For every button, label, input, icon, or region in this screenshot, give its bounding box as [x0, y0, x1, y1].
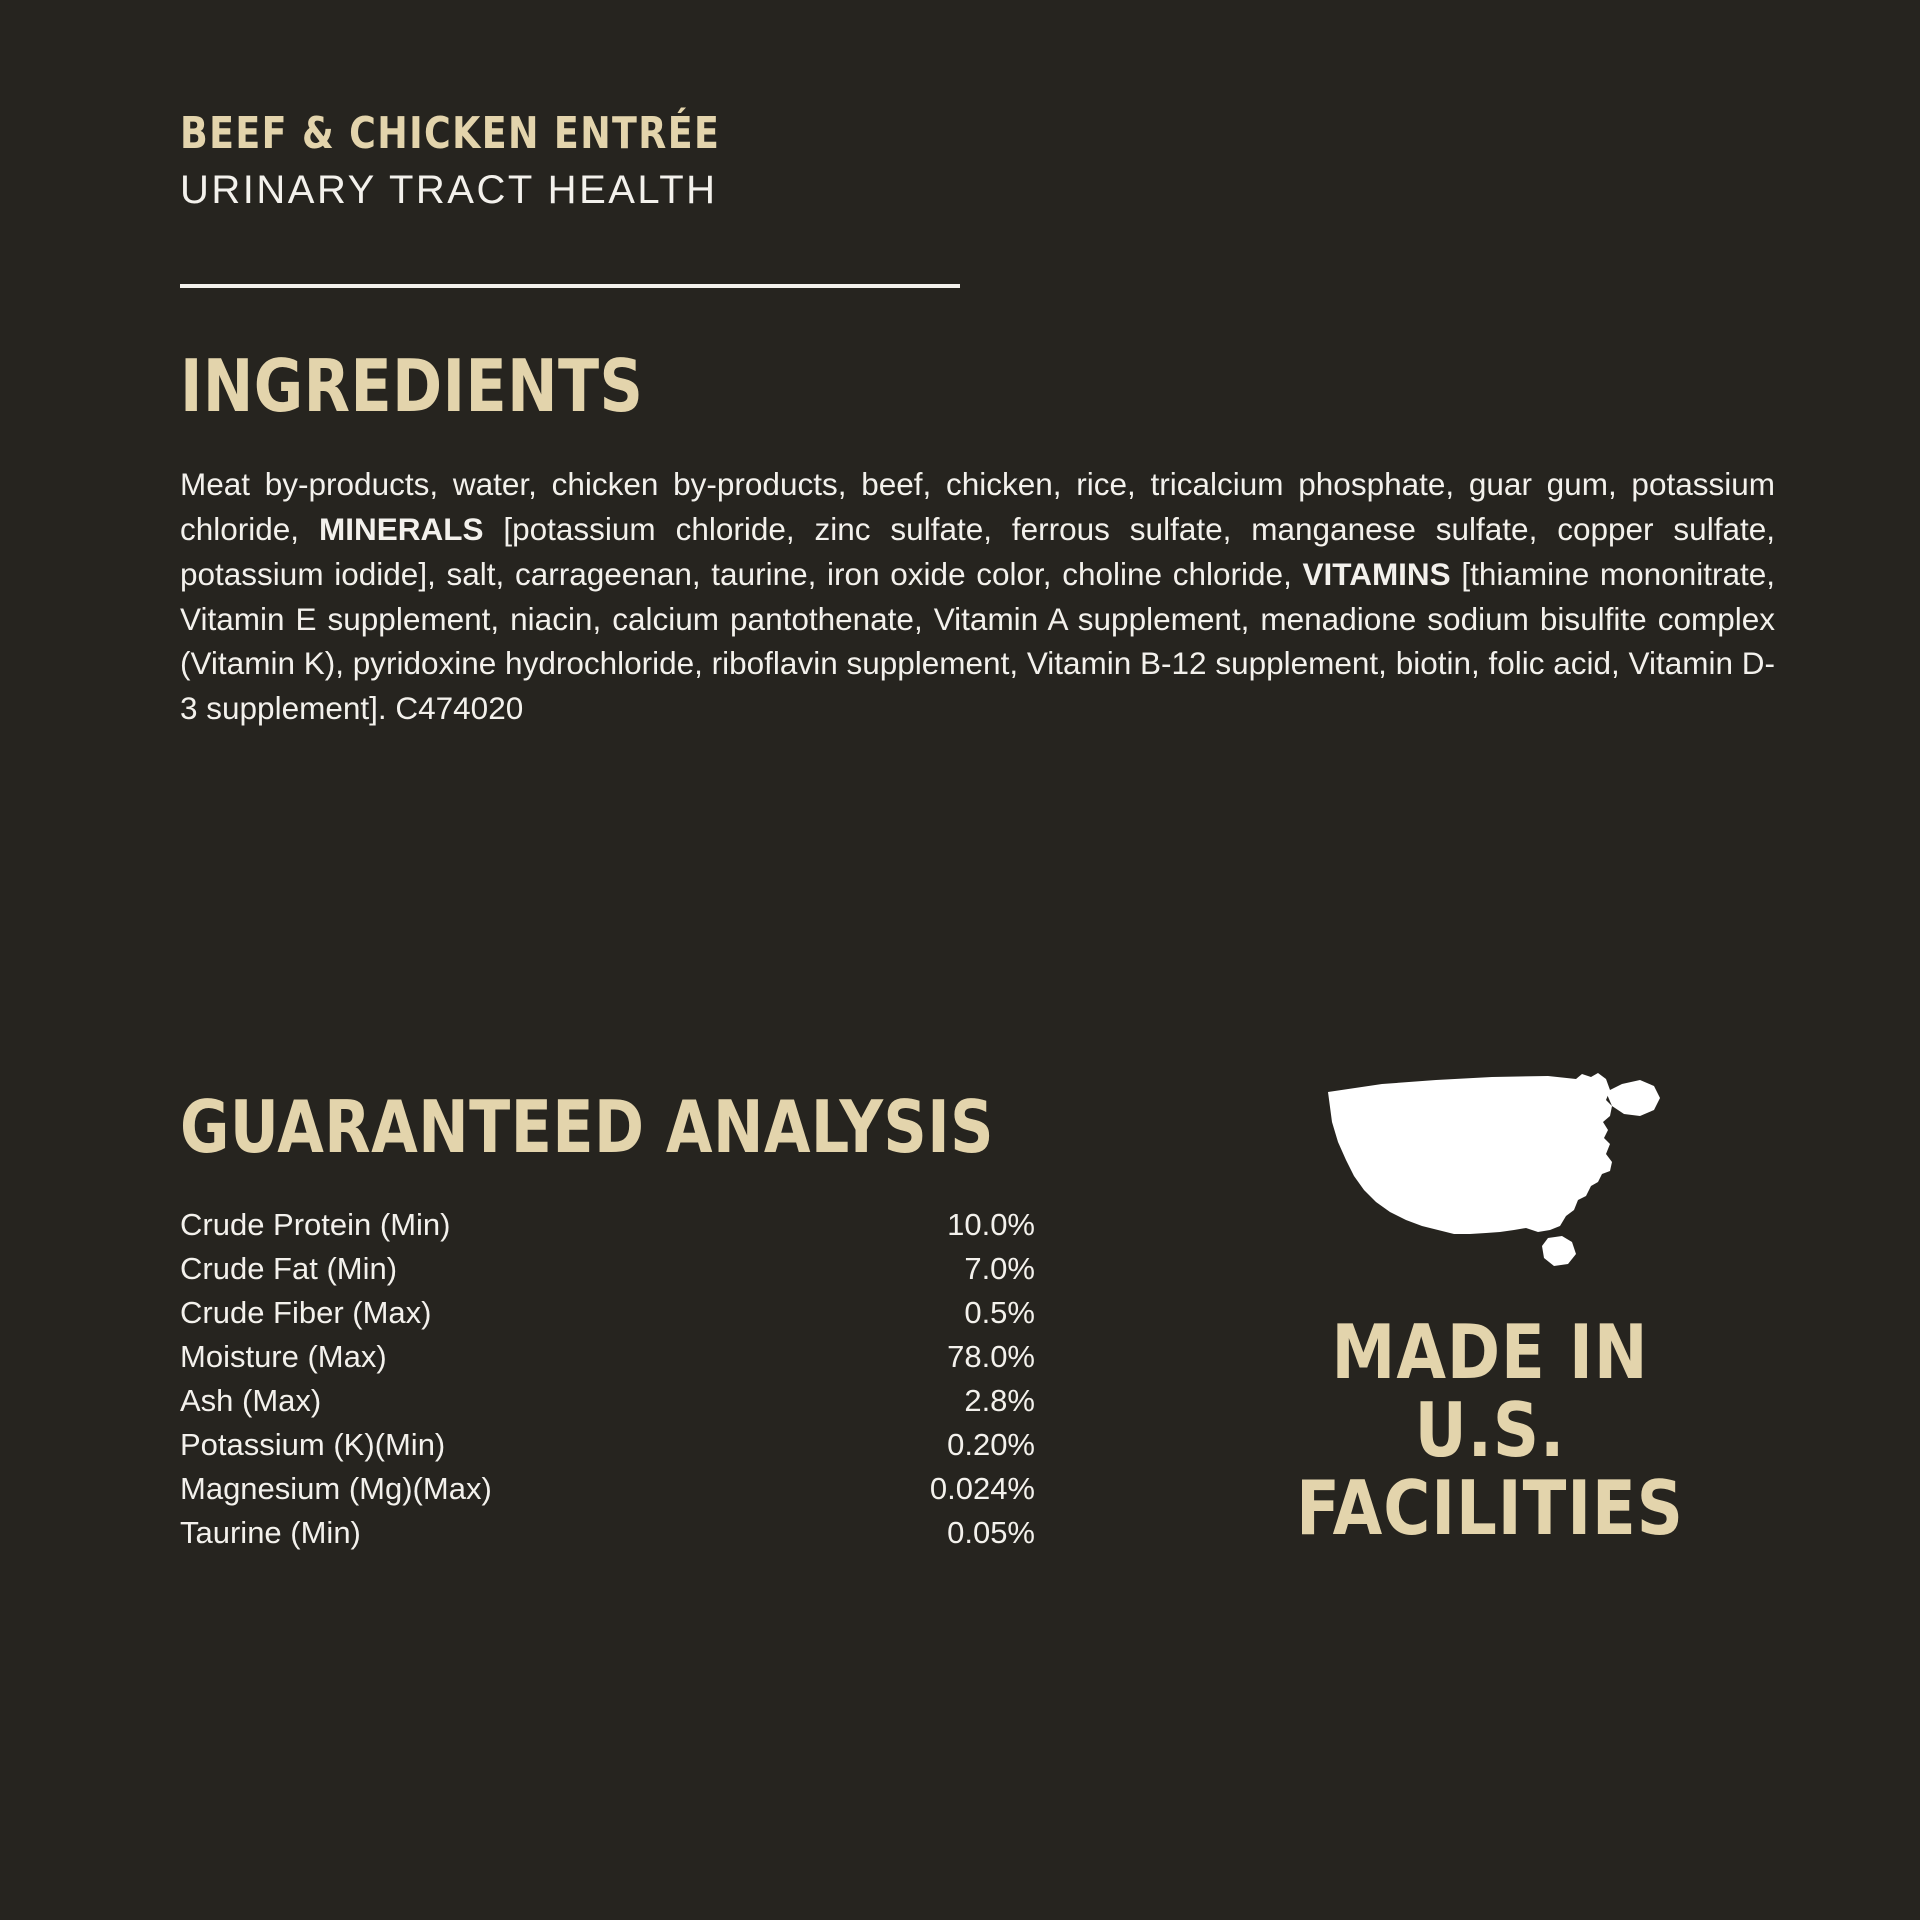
nutrient-value: 7.0% — [964, 1251, 1035, 1287]
nutrient-value: 2.8% — [964, 1383, 1035, 1419]
made-in-us-text — [1243, 1308, 1737, 1552]
nutrient-name: Taurine (Min) — [180, 1515, 361, 1551]
made-in-us-line-1: MADE IN — [1331, 1308, 1649, 1396]
nutrient-value: 0.05% — [947, 1515, 1035, 1551]
nutrient-name: Magnesium (Mg)(Max) — [180, 1471, 492, 1507]
ingredients-section — [180, 344, 1776, 730]
nutrient-value: 0.024% — [929, 1471, 1035, 1507]
nutrient-value: 78.0% — [947, 1339, 1035, 1375]
table-row — [180, 1291, 1035, 1335]
nutrient-name: Ash (Max) — [180, 1383, 322, 1419]
table-row — [180, 1511, 1035, 1555]
product-header — [180, 110, 1740, 212]
guaranteed-analysis-section — [180, 1085, 1200, 1555]
nutrient-name: Potassium (K)(Min) — [180, 1427, 446, 1463]
ingredients-heading: INGREDIENTS — [180, 344, 644, 429]
table-row — [180, 1335, 1035, 1379]
usa-map-icon — [1310, 1070, 1670, 1285]
table-row — [180, 1203, 1035, 1247]
table-row — [180, 1467, 1035, 1511]
nutrient-value: 0.5% — [964, 1295, 1035, 1331]
nutrient-name: Moisture (Max) — [180, 1339, 387, 1375]
ingredients-text-part-3: [thiamine mononitrate, Vitamin E supplement, niacin, calcium pantothenate, Vitamin A supplement, menadione sodium bisulfite complex (Vitamin K), pyridoxine hydrochloride, riboflavin supplement, Vitamin B-12 supplement, biotin, folic acid, Vitamin D-3 supplement]. C474020 — [180, 555, 1776, 726]
table-row — [180, 1247, 1035, 1291]
product-subtitle: URINARY TRACT HEALTH — [180, 168, 718, 213]
guaranteed-analysis-table — [180, 1203, 1035, 1555]
guaranteed-analysis-rows — [180, 1203, 1035, 1555]
nutrient-value: 10.0% — [947, 1207, 1035, 1242]
ingredients-text — [180, 462, 1775, 730]
nutrient-name: Crude Protein (Min) — [180, 1207, 451, 1242]
nutrient-value: 0.20% — [947, 1427, 1035, 1463]
made-in-us-line-3: FACILITIES — [1296, 1464, 1684, 1552]
ingredients-text-part-2: [potassium chloride, zinc sulfate, ferrous sulfate, manganese sulfate, copper sulfate, potassium iodide], salt, carrageenan, taurine, iron oxide color, choline chloride, — [180, 511, 1775, 592]
minerals-label: MINERALS — [318, 511, 484, 548]
guaranteed-analysis-heading: GUARANTEED ANALYSIS — [180, 1085, 994, 1169]
table-row — [180, 1379, 1035, 1423]
product-name: BEEF & CHICKEN ENTRÉE — [180, 108, 721, 159]
ingredients-text-part-1: Meat by-products, water, chicken by-products, beef, chicken, rice, tricalcium phosphate, guar gum, potassium chloride, — [180, 466, 1775, 548]
made-in-us-line-2: U.S. — [1414, 1386, 1566, 1474]
table-row — [180, 1423, 1035, 1467]
nutrient-name: Crude Fat (Min) — [180, 1251, 398, 1287]
divider — [180, 284, 960, 288]
nutrient-name: Crude Fiber (Max) — [180, 1295, 432, 1331]
made-in-us-badge — [1230, 1070, 1750, 1552]
vitamins-label: VITAMINS — [1302, 555, 1451, 592]
